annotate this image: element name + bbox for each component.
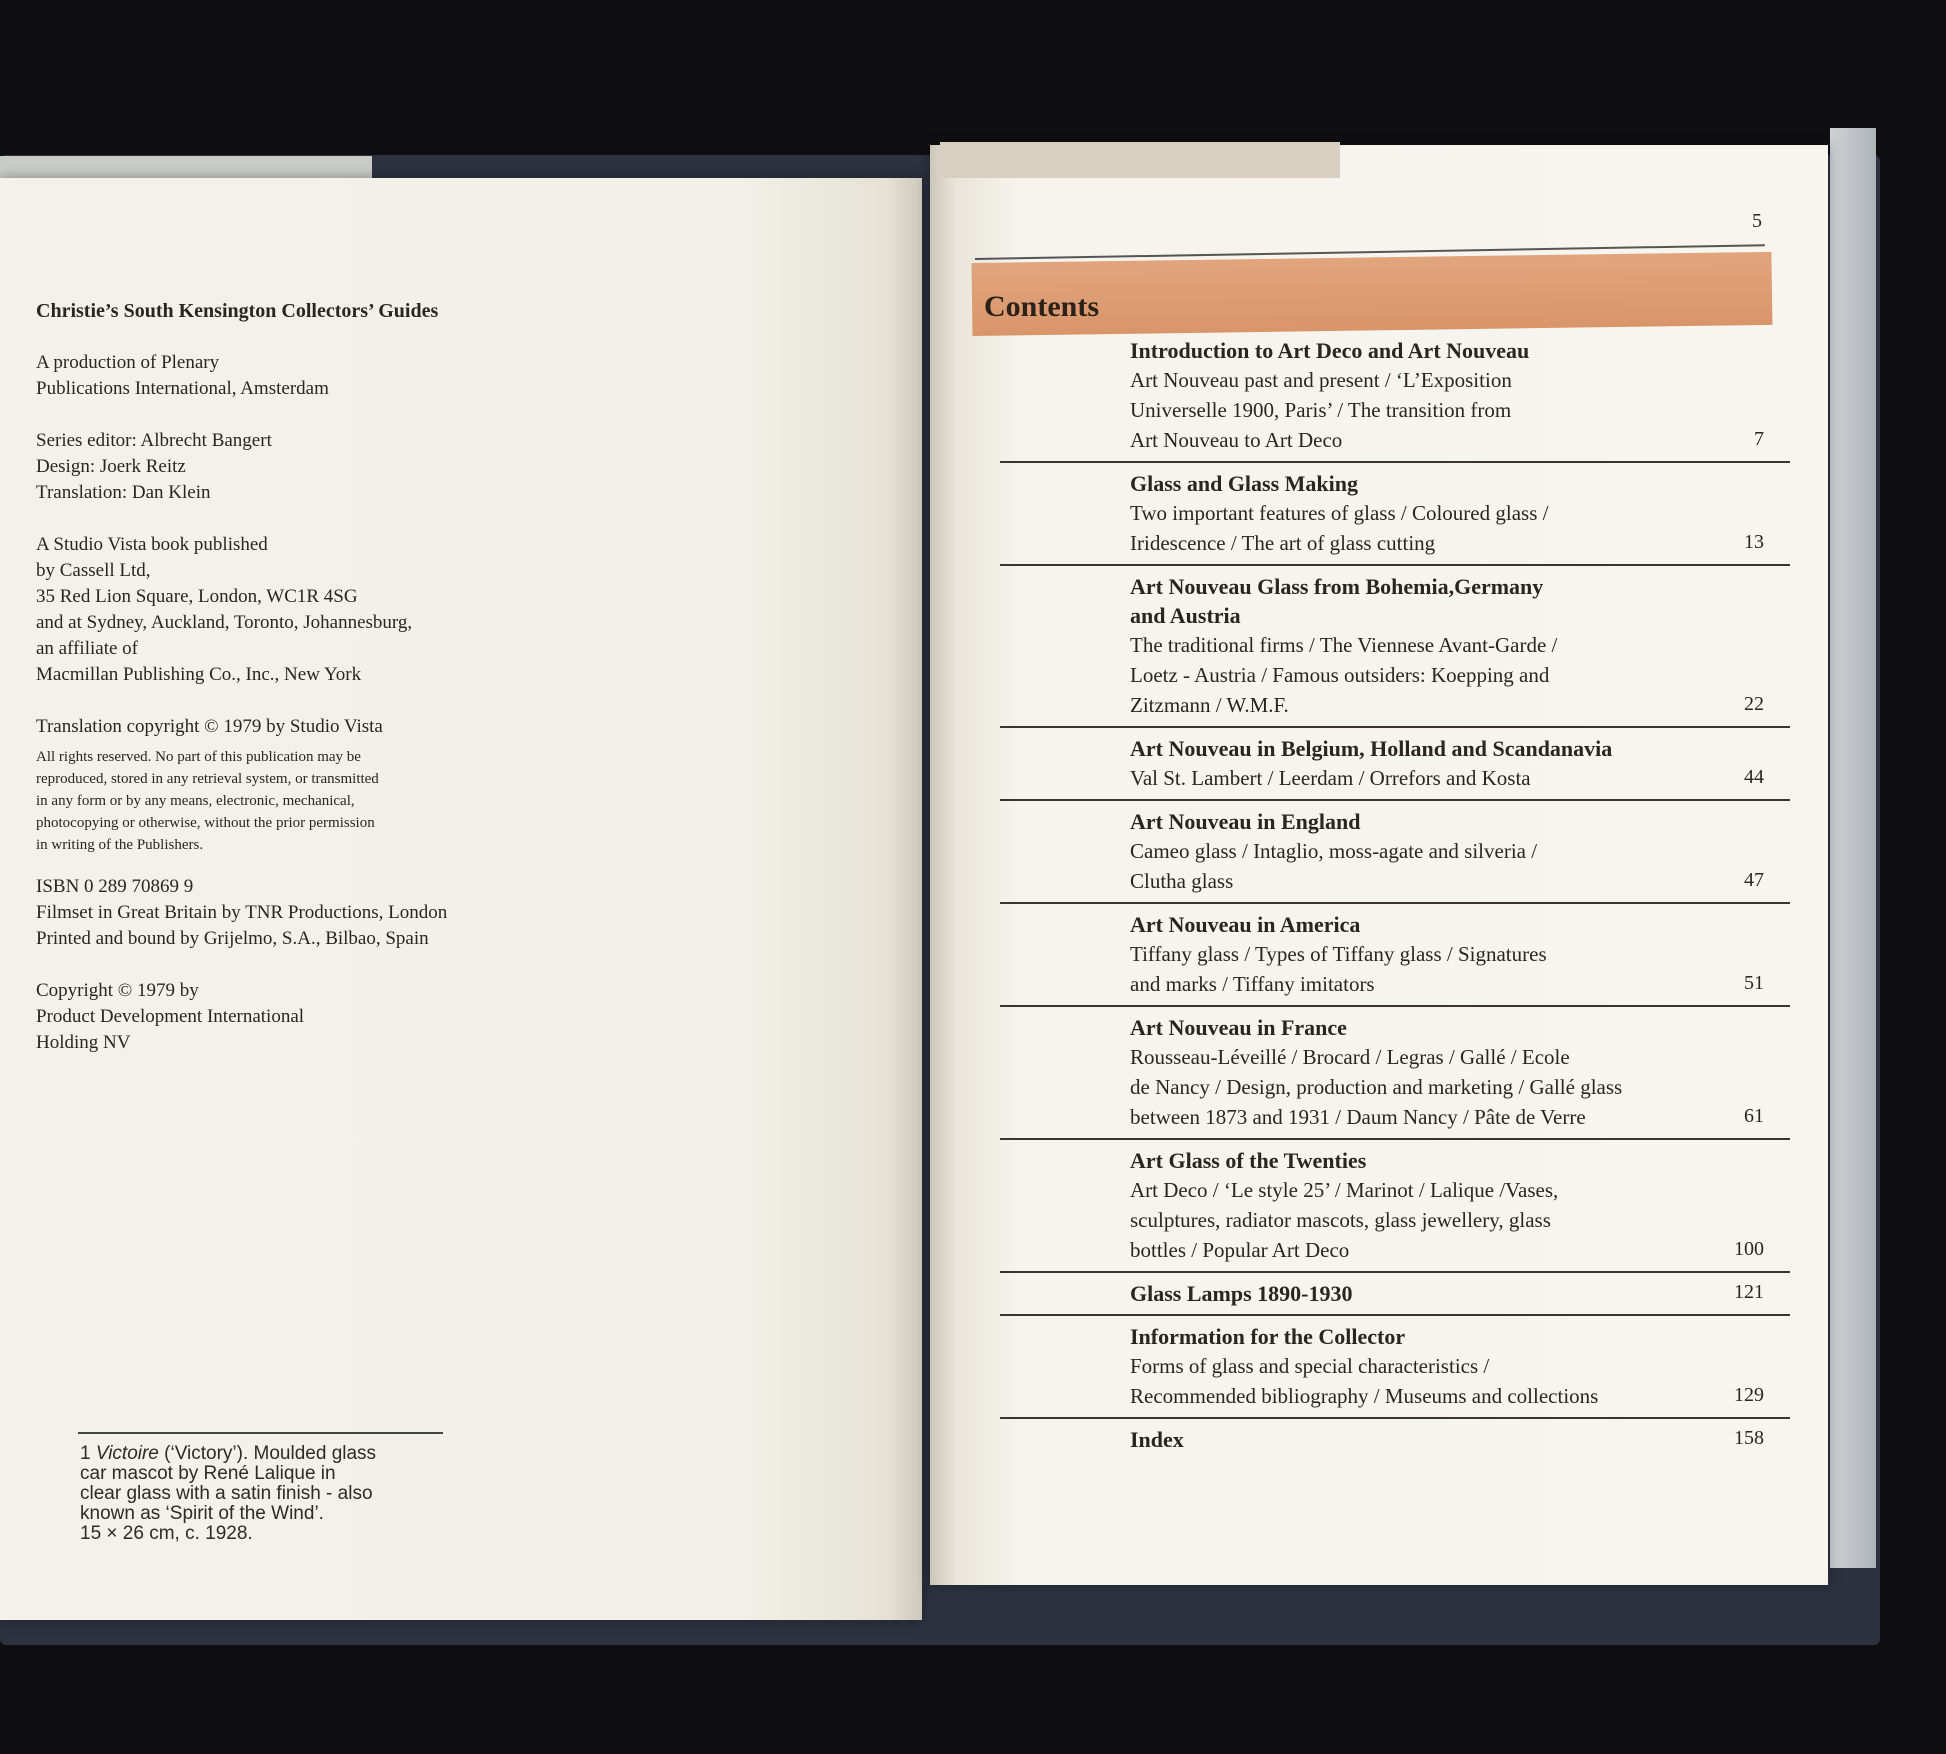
toc-chapter-title: Glass Lamps 1890-1930: [1130, 1281, 1353, 1306]
toc-subtopics: sculptures, radiator mascots, glass jewellery, glass: [1130, 1208, 1551, 1232]
toc-subtopics: Art Nouveau to Art Deco: [1130, 428, 1343, 452]
toc-page-number: 129: [1734, 1384, 1764, 1406]
toc-entry: [1000, 1316, 1790, 1419]
toc-entry: [1000, 904, 1790, 1007]
cover-edge: [1830, 128, 1876, 1568]
toc-chapter-title: Art Nouveau in France: [1130, 1015, 1347, 1040]
toc-page-number: 44: [1744, 766, 1764, 788]
caption-line: car mascot by René Lalique in: [80, 1463, 336, 1484]
publisher-line: and at Sydney, Auckland, Toronto, Johannesburg,: [36, 612, 413, 633]
rights-line: in writing of the Publishers.: [36, 837, 204, 853]
toc-subtopics: Art Deco / ‘Le style 25’ / Marinot / Lalique /Vases,: [1130, 1178, 1559, 1202]
toc-entry-text: [1130, 566, 1750, 726]
credits-block: [36, 428, 576, 506]
toc-entry-text: [1130, 904, 1750, 1005]
toc-entry-text: [1130, 463, 1750, 564]
rights-block: [36, 746, 576, 856]
toc-page-number: 51: [1744, 972, 1764, 994]
caption-rule: [78, 1432, 443, 1434]
toc-chapter-title: Art Nouveau in England: [1130, 809, 1361, 834]
caption-line: clear glass with a satin finish - also: [80, 1483, 373, 1504]
rights-line: reproduced, stored in any retrieval system, or transmitted: [36, 771, 379, 787]
toc-entry: [1000, 728, 1790, 801]
series-title: Christie’s South Kensington Collectors’ Guides: [36, 300, 439, 322]
toc-chapter-title: Information for the Collector: [1130, 1324, 1406, 1349]
toc-chapter-title: Introduction to Art Deco and Art Nouveau: [1130, 338, 1530, 363]
toc-subtopics: Recommended bibliography / Museums and collections: [1130, 1384, 1599, 1408]
publisher-line: 35 Red Lion Square, London, WC1R 4SG: [36, 586, 358, 607]
caption-number: 1: [80, 1443, 91, 1464]
production-block: [36, 350, 576, 402]
toc-chapter-title: Art Nouveau in Belgium, Holland and Scandanavia: [1130, 736, 1613, 761]
toc-chapter-title: Art Nouveau Glass from Bohemia,Germany: [1130, 574, 1544, 599]
toc-subtopics: Rousseau-Léveillé / Brocard / Legras / Gallé / Ecole: [1130, 1045, 1570, 1069]
toc-page-number: 100: [1734, 1238, 1764, 1260]
toc-entry: [1000, 1140, 1790, 1273]
production-line: A production of Plenary: [36, 352, 220, 373]
publisher-line: A Studio Vista book published: [36, 534, 268, 555]
toc-subtopics: Cameo glass / Intaglio, moss-agate and silveria /: [1130, 839, 1538, 863]
toc-entry-text: [1130, 1007, 1750, 1138]
caption-italic-title: Victoire: [95, 1443, 159, 1464]
contents-title: Contents: [984, 290, 1100, 323]
toc-entry: [1000, 801, 1790, 904]
toc-entry: [1000, 330, 1790, 463]
toc-entry-text: [1130, 1140, 1750, 1271]
toc-subtopics: and marks / Tiffany imitators: [1130, 972, 1375, 996]
toc-chapter-title: Art Nouveau in America: [1130, 912, 1361, 937]
toc-subtopics: Tiffany glass / Types of Tiffany glass / Signatures: [1130, 942, 1547, 966]
publisher-line: by Cassell Ltd,: [36, 560, 151, 581]
imprint: [36, 298, 576, 1056]
isbn-line: ISBN 0 289 70869 9: [36, 876, 194, 897]
toc-subtopics: The traditional firms / The Viennese Avant-Garde /: [1130, 633, 1558, 657]
toc-subtopics: Forms of glass and special characteristics /: [1130, 1354, 1490, 1378]
toc-subtopics: Iridescence / The art of glass cutting: [1130, 531, 1436, 555]
toc-subtopics: Universelle 1900, Paris’ / The transition from: [1130, 398, 1512, 422]
toc-subtopics: de Nancy / Design, production and marketing / Gallé glass: [1130, 1075, 1623, 1099]
toc-entry: [1000, 463, 1790, 566]
page-number: 5: [1752, 210, 1762, 232]
toc-entry: [1000, 566, 1790, 728]
credit-line: Design: Joerk Reitz: [36, 456, 186, 477]
rights-line: in any form or by any means, electronic, mechanical,: [36, 793, 355, 809]
copyright-block: [36, 978, 576, 1056]
rights-line: All rights reserved. No part of this publication may be: [36, 749, 361, 765]
toc-page-number: 61: [1744, 1105, 1764, 1127]
publisher-line: an affiliate of: [36, 638, 138, 659]
toc-subtopics: Zitzmann / W.M.F.: [1130, 693, 1289, 717]
rights-line: photocopying or otherwise, without the prior permission: [36, 815, 375, 831]
publisher-block: [36, 532, 576, 688]
copyright-line: Product Development International: [36, 1006, 305, 1027]
toc-page-number: 158: [1734, 1427, 1764, 1449]
toc-entry-text: [1130, 330, 1750, 461]
toc-entry: [1000, 1419, 1790, 1460]
toc-chapter-title: and Austria: [1130, 603, 1241, 628]
toc-entry: [1000, 1273, 1790, 1316]
isbn-block: [36, 874, 576, 952]
publisher-line: Macmillan Publishing Co., Inc., New York: [36, 664, 362, 685]
production-line: Publications International, Amsterdam: [36, 378, 329, 399]
credit-line: Translation: Dan Klein: [36, 482, 211, 503]
toc-subtopics: Val St. Lambert / Leerdam / Orrefors and Kosta: [1130, 766, 1531, 790]
toc-page-number: 13: [1744, 531, 1764, 553]
toc-subtopics: Two important features of glass / Coloured glass /: [1130, 501, 1549, 525]
filmset-line: Filmset in Great Britain by TNR Productions, London: [36, 902, 448, 923]
toc-subtopics: Loetz - Austria / Famous outsiders: Koepping and: [1130, 663, 1550, 687]
caption-line: known as ‘Spirit of the Wind’.: [80, 1503, 324, 1524]
toc-chapter-title: Art Glass of the Twenties: [1130, 1148, 1367, 1173]
table-of-contents: [1000, 330, 1790, 1460]
caption-line: [80, 1444, 460, 1464]
caption-line-rest: (‘Victory’). Moulded glass: [158, 1443, 377, 1464]
toc-entry: [1000, 1007, 1790, 1140]
printed-line: Printed and bound by Grijelmo, S.A., Bilbao, Spain: [36, 928, 429, 949]
figure-caption: [80, 1444, 460, 1544]
caption-line: 15 × 26 cm, c. 1928.: [80, 1523, 253, 1544]
toc-entry-text: [1130, 1419, 1750, 1460]
credit-line: Series editor: Albrecht Bangert: [36, 430, 272, 451]
paper-scrap-right: [940, 142, 1340, 178]
copyright-line: Holding NV: [36, 1032, 131, 1053]
translation-copyright: Translation copyright © 1979 by Studio Vista: [36, 716, 383, 737]
toc-subtopics: between 1873 and 1931 / Daum Nancy / Pâte de Verre: [1130, 1105, 1586, 1129]
toc-page-number: 121: [1734, 1281, 1764, 1303]
toc-entry-text: [1130, 728, 1750, 799]
toc-page-number: 47: [1744, 869, 1764, 891]
toc-entry-text: [1130, 1316, 1750, 1417]
toc-subtopics: Clutha glass: [1130, 869, 1234, 893]
toc-chapter-title: Index: [1130, 1427, 1184, 1452]
copyright-line: Copyright © 1979 by: [36, 980, 199, 1001]
toc-entry-text: [1130, 1273, 1750, 1314]
toc-chapter-title: Glass and Glass Making: [1130, 471, 1359, 496]
toc-entry-text: [1130, 801, 1750, 902]
toc-page-number: 22: [1744, 693, 1764, 715]
toc-page-number: 7: [1754, 428, 1764, 450]
toc-subtopics: Art Nouveau past and present / ‘L’Exposition: [1130, 368, 1512, 392]
toc-subtopics: bottles / Popular Art Deco: [1130, 1238, 1350, 1262]
